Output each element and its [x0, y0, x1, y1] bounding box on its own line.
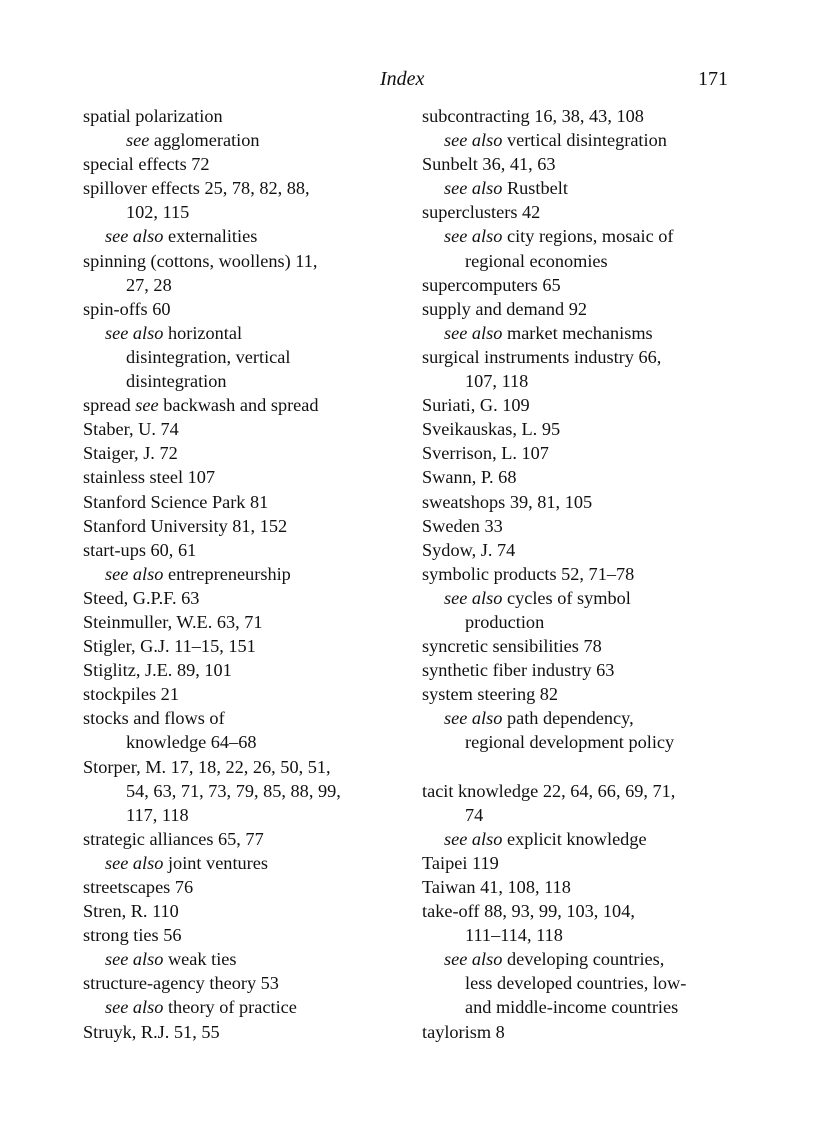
- index-entry: spatial polarization: [83, 106, 223, 126]
- index-entry: syncretic sensibilities 78: [422, 636, 602, 657]
- index-entry: Sunbelt 36, 41, 63: [422, 154, 556, 175]
- cross-reference: [83, 562, 413, 586]
- see-also-label: see also: [444, 828, 503, 849]
- index-entry: surgical instruments industry 66,: [422, 346, 662, 367]
- cross-reference: [422, 706, 752, 730]
- index-subline: production: [465, 611, 545, 632]
- index-subline: 74: [465, 804, 484, 825]
- index-entry: Stanford University 81, 152: [83, 515, 288, 536]
- cross-reference: [83, 851, 413, 875]
- index-entry: Stanford Science Park 81: [83, 491, 269, 512]
- letter-group-gap: [422, 755, 752, 779]
- index-subline: 102, 115: [126, 202, 190, 223]
- cross-reference-target: market mechanisms: [506, 322, 653, 343]
- index-entry: subcontracting 16, 38, 43, 108: [422, 106, 644, 126]
- index-entry: symbolic products 52, 71–78: [422, 563, 635, 584]
- cross-reference: [83, 947, 413, 971]
- index-entry: strong ties 56: [83, 925, 182, 946]
- cross-reference: [422, 224, 752, 248]
- index-entry: Taipei 119: [422, 852, 499, 873]
- see-also-label: see also: [444, 178, 503, 199]
- see-also-label: see also: [444, 226, 503, 247]
- index-entry: special effects 72: [83, 154, 210, 175]
- cross-reference-target: cycles of symbol: [506, 587, 631, 608]
- index-entry: Swann, P. 68: [422, 467, 517, 488]
- index-entry: start-ups 60, 61: [83, 539, 197, 560]
- index-entry: spinning (cottons, woollens) 11,: [83, 250, 318, 271]
- index-entry: supply and demand 92: [422, 298, 588, 319]
- see-also-label: see also: [444, 949, 503, 970]
- index-entry: Sydow, J. 74: [422, 539, 516, 560]
- see-also-label: see also: [444, 587, 503, 608]
- see-also-label: see also: [105, 949, 164, 970]
- cross-reference-target: backwash and spread: [163, 395, 319, 416]
- cross-reference-target: externalities: [167, 226, 258, 247]
- index-entry: spillover effects 25, 78, 82, 88,: [83, 178, 310, 199]
- cross-reference: [422, 947, 752, 971]
- see-also-label: see also: [444, 130, 503, 151]
- cross-reference: [422, 586, 752, 610]
- index-subline: 27, 28: [126, 274, 172, 295]
- index-entry: synthetic fiber industry 63: [422, 660, 615, 681]
- cross-reference: [83, 321, 413, 345]
- cross-reference-target: entrepreneurship: [167, 563, 291, 584]
- index-entry: Sveikauskas, L. 95: [422, 419, 561, 440]
- cross-reference-target: Rustbelt: [506, 178, 568, 199]
- see-also-label: see also: [105, 563, 164, 584]
- index-entry: stainless steel 107: [83, 467, 216, 488]
- index-entry: stockpiles 21: [83, 684, 179, 705]
- cross-reference: [83, 224, 413, 248]
- index-subline: disintegration: [126, 371, 227, 392]
- index-entry: structure-agency theory 53: [83, 973, 279, 994]
- index-subline: and middle-income countries: [465, 997, 679, 1018]
- index-subline: regional development policy: [465, 732, 675, 753]
- see-also-label: see also: [105, 997, 164, 1018]
- index-subline: disintegration, vertical: [126, 346, 291, 367]
- index-entry: strategic alliances 65, 77: [83, 828, 264, 849]
- cross-reference-target: joint ventures: [167, 852, 268, 873]
- see-also-label: see: [126, 130, 150, 151]
- index-entry: sweatshops 39, 81, 105: [422, 491, 593, 512]
- index-entry: stocks and flows of: [83, 708, 225, 729]
- cross-reference-target: theory of practice: [167, 997, 297, 1018]
- index-subline: less developed countries, low-: [465, 973, 687, 994]
- index-entry: Sweden 33: [422, 515, 503, 536]
- entry-term: spread: [83, 395, 131, 416]
- index-entry: system steering 82: [422, 684, 559, 705]
- cross-reference-target: explicit knowledge: [506, 828, 647, 849]
- index-entry: Suriati, G. 109: [422, 395, 530, 416]
- see-also-label: see also: [444, 322, 503, 343]
- index-entry: supercomputers 65: [422, 274, 561, 295]
- index-entry: Staiger, J. 72: [83, 443, 178, 464]
- index-entry: Stigler, G.J. 11–15, 151: [83, 636, 256, 657]
- index-entry: taylorism 8: [422, 1021, 505, 1042]
- see-also-label: see also: [444, 708, 503, 729]
- index-entry: Steed, G.P.F. 63: [83, 587, 200, 608]
- see-also-label: see also: [105, 322, 164, 343]
- see-also-label: see also: [105, 852, 164, 873]
- running-head: [0, 68, 816, 94]
- index-entry: Taiwan 41, 108, 118: [422, 877, 571, 897]
- index-entry: spin-offs 60: [83, 298, 171, 319]
- cross-reference: [83, 128, 413, 152]
- see-label: see: [135, 395, 159, 416]
- index-column-left: [83, 104, 413, 1044]
- page-number: 171: [698, 68, 728, 90]
- index-entry: [83, 393, 413, 417]
- cross-reference-target: city regions, mosaic of: [506, 226, 674, 247]
- cross-reference-target: path dependency,: [506, 708, 634, 729]
- cross-reference-target: weak ties: [167, 949, 237, 970]
- cross-reference: [422, 321, 752, 345]
- cross-reference: [422, 128, 752, 152]
- index-entry: Steinmuller, W.E. 63, 71: [83, 611, 263, 632]
- cross-reference-target: vertical disintegration: [506, 130, 667, 151]
- cross-reference: [83, 995, 413, 1019]
- index-entry: Sverrison, L. 107: [422, 443, 549, 464]
- index-entry: Stren, R. 110: [83, 901, 179, 922]
- index-entry: Stiglitz, J.E. 89, 101: [83, 660, 232, 681]
- index-entry: Struyk, R.J. 51, 55: [83, 1021, 220, 1042]
- cross-reference: [422, 176, 752, 200]
- cross-reference-target: horizontal: [167, 322, 243, 343]
- index-subline: knowledge 64–68: [126, 732, 257, 753]
- index-entry: streetscapes 76: [83, 877, 194, 897]
- index-subline: 54, 63, 71, 73, 79, 85, 88, 99,: [126, 780, 341, 801]
- index-entry: superclusters 42: [422, 202, 541, 223]
- index-entry: Storper, M. 17, 18, 22, 26, 50, 51,: [83, 756, 331, 777]
- index-subline: 111–114, 118: [465, 925, 563, 946]
- page-title: Index: [380, 68, 425, 90]
- index-column-right: [422, 104, 752, 1044]
- index-entry: take-off 88, 93, 99, 103, 104,: [422, 901, 635, 922]
- index-subline: 107, 118: [465, 371, 529, 392]
- see-also-label: see also: [105, 226, 164, 247]
- index-entry: tacit knowledge 22, 64, 66, 69, 71,: [422, 780, 676, 801]
- cross-reference: [422, 827, 752, 851]
- index-subline: regional economies: [465, 250, 608, 271]
- cross-reference-target: agglomeration: [153, 130, 260, 151]
- index-subline: 117, 118: [126, 804, 189, 825]
- index-entry: Staber, U. 74: [83, 419, 179, 440]
- cross-reference-target: developing countries,: [506, 949, 665, 970]
